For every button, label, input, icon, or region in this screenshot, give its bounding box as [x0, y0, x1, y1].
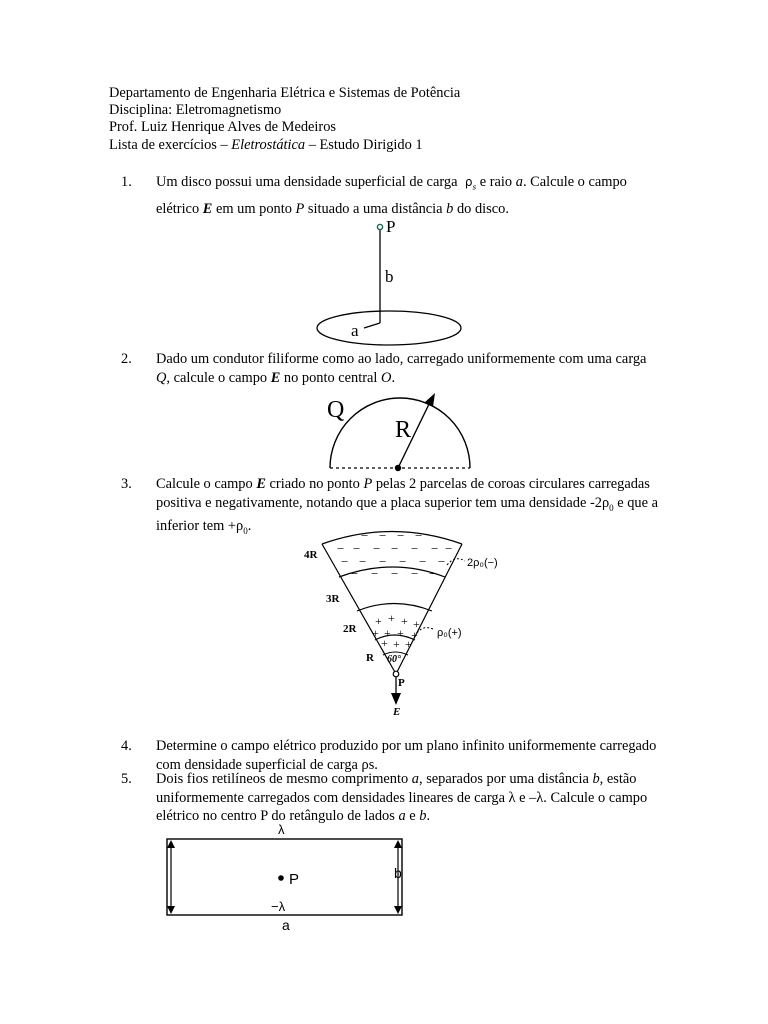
question-text: Determine o campo elétrico produzido por um plano infinito uniformemente carregado com densidade superficial de carga ρs. — [156, 738, 657, 773]
radius-arrowhead — [424, 393, 435, 407]
radius-a-line — [364, 323, 380, 328]
annular-sectors-figure — [295, 525, 525, 720]
plus-sign: + — [384, 626, 391, 640]
list-title-topic: Eletrostática — [231, 136, 306, 153]
plus-sign: + — [401, 614, 408, 628]
minus-sign: − — [431, 541, 439, 556]
question-4 — [121, 737, 661, 774]
question-5 — [121, 770, 661, 826]
plus-sign: + — [375, 614, 382, 628]
label-neg-density: 2ρ₀(−) — [467, 557, 498, 569]
question-number: 3. — [121, 476, 132, 492]
plus-sign: + — [397, 626, 404, 640]
semicircle-figure — [318, 386, 483, 478]
minus-sign: − — [391, 566, 399, 581]
minus-sign: − — [361, 528, 369, 543]
list-title-line — [109, 137, 460, 154]
minus-sign: − — [419, 554, 427, 569]
label-p: P — [398, 677, 405, 689]
center-p-point — [278, 875, 284, 881]
plus-sign: + — [405, 637, 412, 651]
label-angle: 60° — [387, 654, 401, 665]
arc-2r — [357, 604, 432, 612]
minus-sign: − — [391, 541, 399, 556]
rectangle-wires-figure — [155, 820, 425, 935]
question-text: Dado um condutor filiforme como ao lado, carregado uniformemente com uma carga Q, calcule o campo E no ponto central O. — [156, 351, 647, 386]
center-o-point — [395, 465, 401, 471]
minus-sign: − — [397, 528, 405, 543]
question-number: 4. — [121, 738, 132, 754]
disk-ellipse — [317, 311, 461, 345]
point-p-marker — [377, 224, 382, 229]
document-header — [109, 85, 460, 154]
question-number: 5. — [121, 771, 132, 787]
label-q: Q — [327, 397, 345, 423]
neg-density-pointer — [447, 559, 465, 565]
minus-sign: − — [371, 566, 379, 581]
professor-line: Prof. Luiz Henrique Alves de Medeiros — [109, 119, 336, 136]
minus-sign: − — [415, 528, 423, 543]
minus-sign: − — [429, 566, 437, 581]
plus-sign: + — [411, 628, 418, 642]
left-arrowhead-bottom — [167, 906, 175, 914]
list-title-prefix: Lista de exercícios – — [109, 136, 232, 153]
right-arrowhead-top — [394, 840, 402, 848]
label-4r: 4R — [304, 549, 318, 561]
minus-sign: − — [337, 541, 345, 556]
minus-sign: − — [438, 554, 446, 569]
list-title-suffix: – Estudo Dirigido 1 — [305, 136, 423, 153]
label-a: a — [351, 321, 359, 340]
question-number: 2. — [121, 351, 132, 367]
label-b: b — [394, 865, 402, 881]
plus-sign: + — [413, 617, 420, 631]
minus-sign: − — [341, 554, 349, 569]
question-number: 1. — [121, 174, 132, 190]
point-p-marker — [393, 671, 399, 677]
label-p: P — [289, 871, 300, 888]
label-lambda: λ — [278, 822, 285, 837]
minus-sign: − — [379, 554, 387, 569]
minus-sign: − — [373, 541, 381, 556]
label-e: E — [393, 706, 401, 718]
question-1 — [121, 171, 661, 220]
plus-sign: + — [381, 636, 388, 650]
discipline-line: Disciplina: Eletromagnetismo — [109, 102, 282, 119]
department-line: Departamento de Engenharia Elétrica e Sistemas de Potência — [109, 85, 461, 101]
minus-sign: − — [379, 528, 387, 543]
minus-sign: − — [411, 541, 419, 556]
minus-sign: − — [353, 541, 361, 556]
label-2r: 2R — [343, 623, 357, 635]
minus-sign: − — [351, 566, 359, 581]
disk-figure — [300, 215, 500, 350]
label-neg-lambda: −λ — [271, 899, 286, 914]
label-a: a — [282, 917, 290, 933]
label-p: P — [386, 217, 396, 236]
left-arrowhead-top — [167, 840, 175, 848]
question-2 — [121, 350, 661, 387]
label-r: R — [395, 417, 412, 443]
label-3r: 3R — [326, 593, 340, 605]
minus-sign: − — [399, 554, 407, 569]
question-text: Calcule o campo E criado no ponto P pelas 2 parcelas de coroas circulares carregadas positiva e negativamente, notando que a placa superior tem uma densidade $-2\rho_0$ e que a inferior tem $+\rho_0$. — [156, 476, 658, 536]
plus-sign: + — [388, 611, 395, 625]
plus-sign: + — [372, 626, 379, 640]
label-r: R — [366, 652, 374, 664]
question-text: Um disco possui uma densidade superficial de carga $\rho_s$ e raio a. Calcule o campo elétrico E em um ponto P situado a uma distância b do disco. — [156, 174, 627, 218]
label-b: b — [385, 267, 394, 286]
minus-sign: − — [359, 554, 367, 569]
minus-sign: − — [411, 566, 419, 581]
plus-sign: + — [393, 637, 400, 651]
question-text: Dois fios retilíneos de mesmo comprimento a, separados por uma distância b, estão uniformemente carregados com densidades lineares de carga λ e –λ. Calcule o campo elétrico no centro P do retângulo de lados a e b. — [156, 771, 648, 824]
right-arrowhead-bottom — [394, 906, 402, 914]
label-pos-density: ρ₀(+) — [437, 627, 462, 639]
field-arrowhead — [391, 693, 401, 705]
minus-sign: − — [445, 541, 453, 556]
